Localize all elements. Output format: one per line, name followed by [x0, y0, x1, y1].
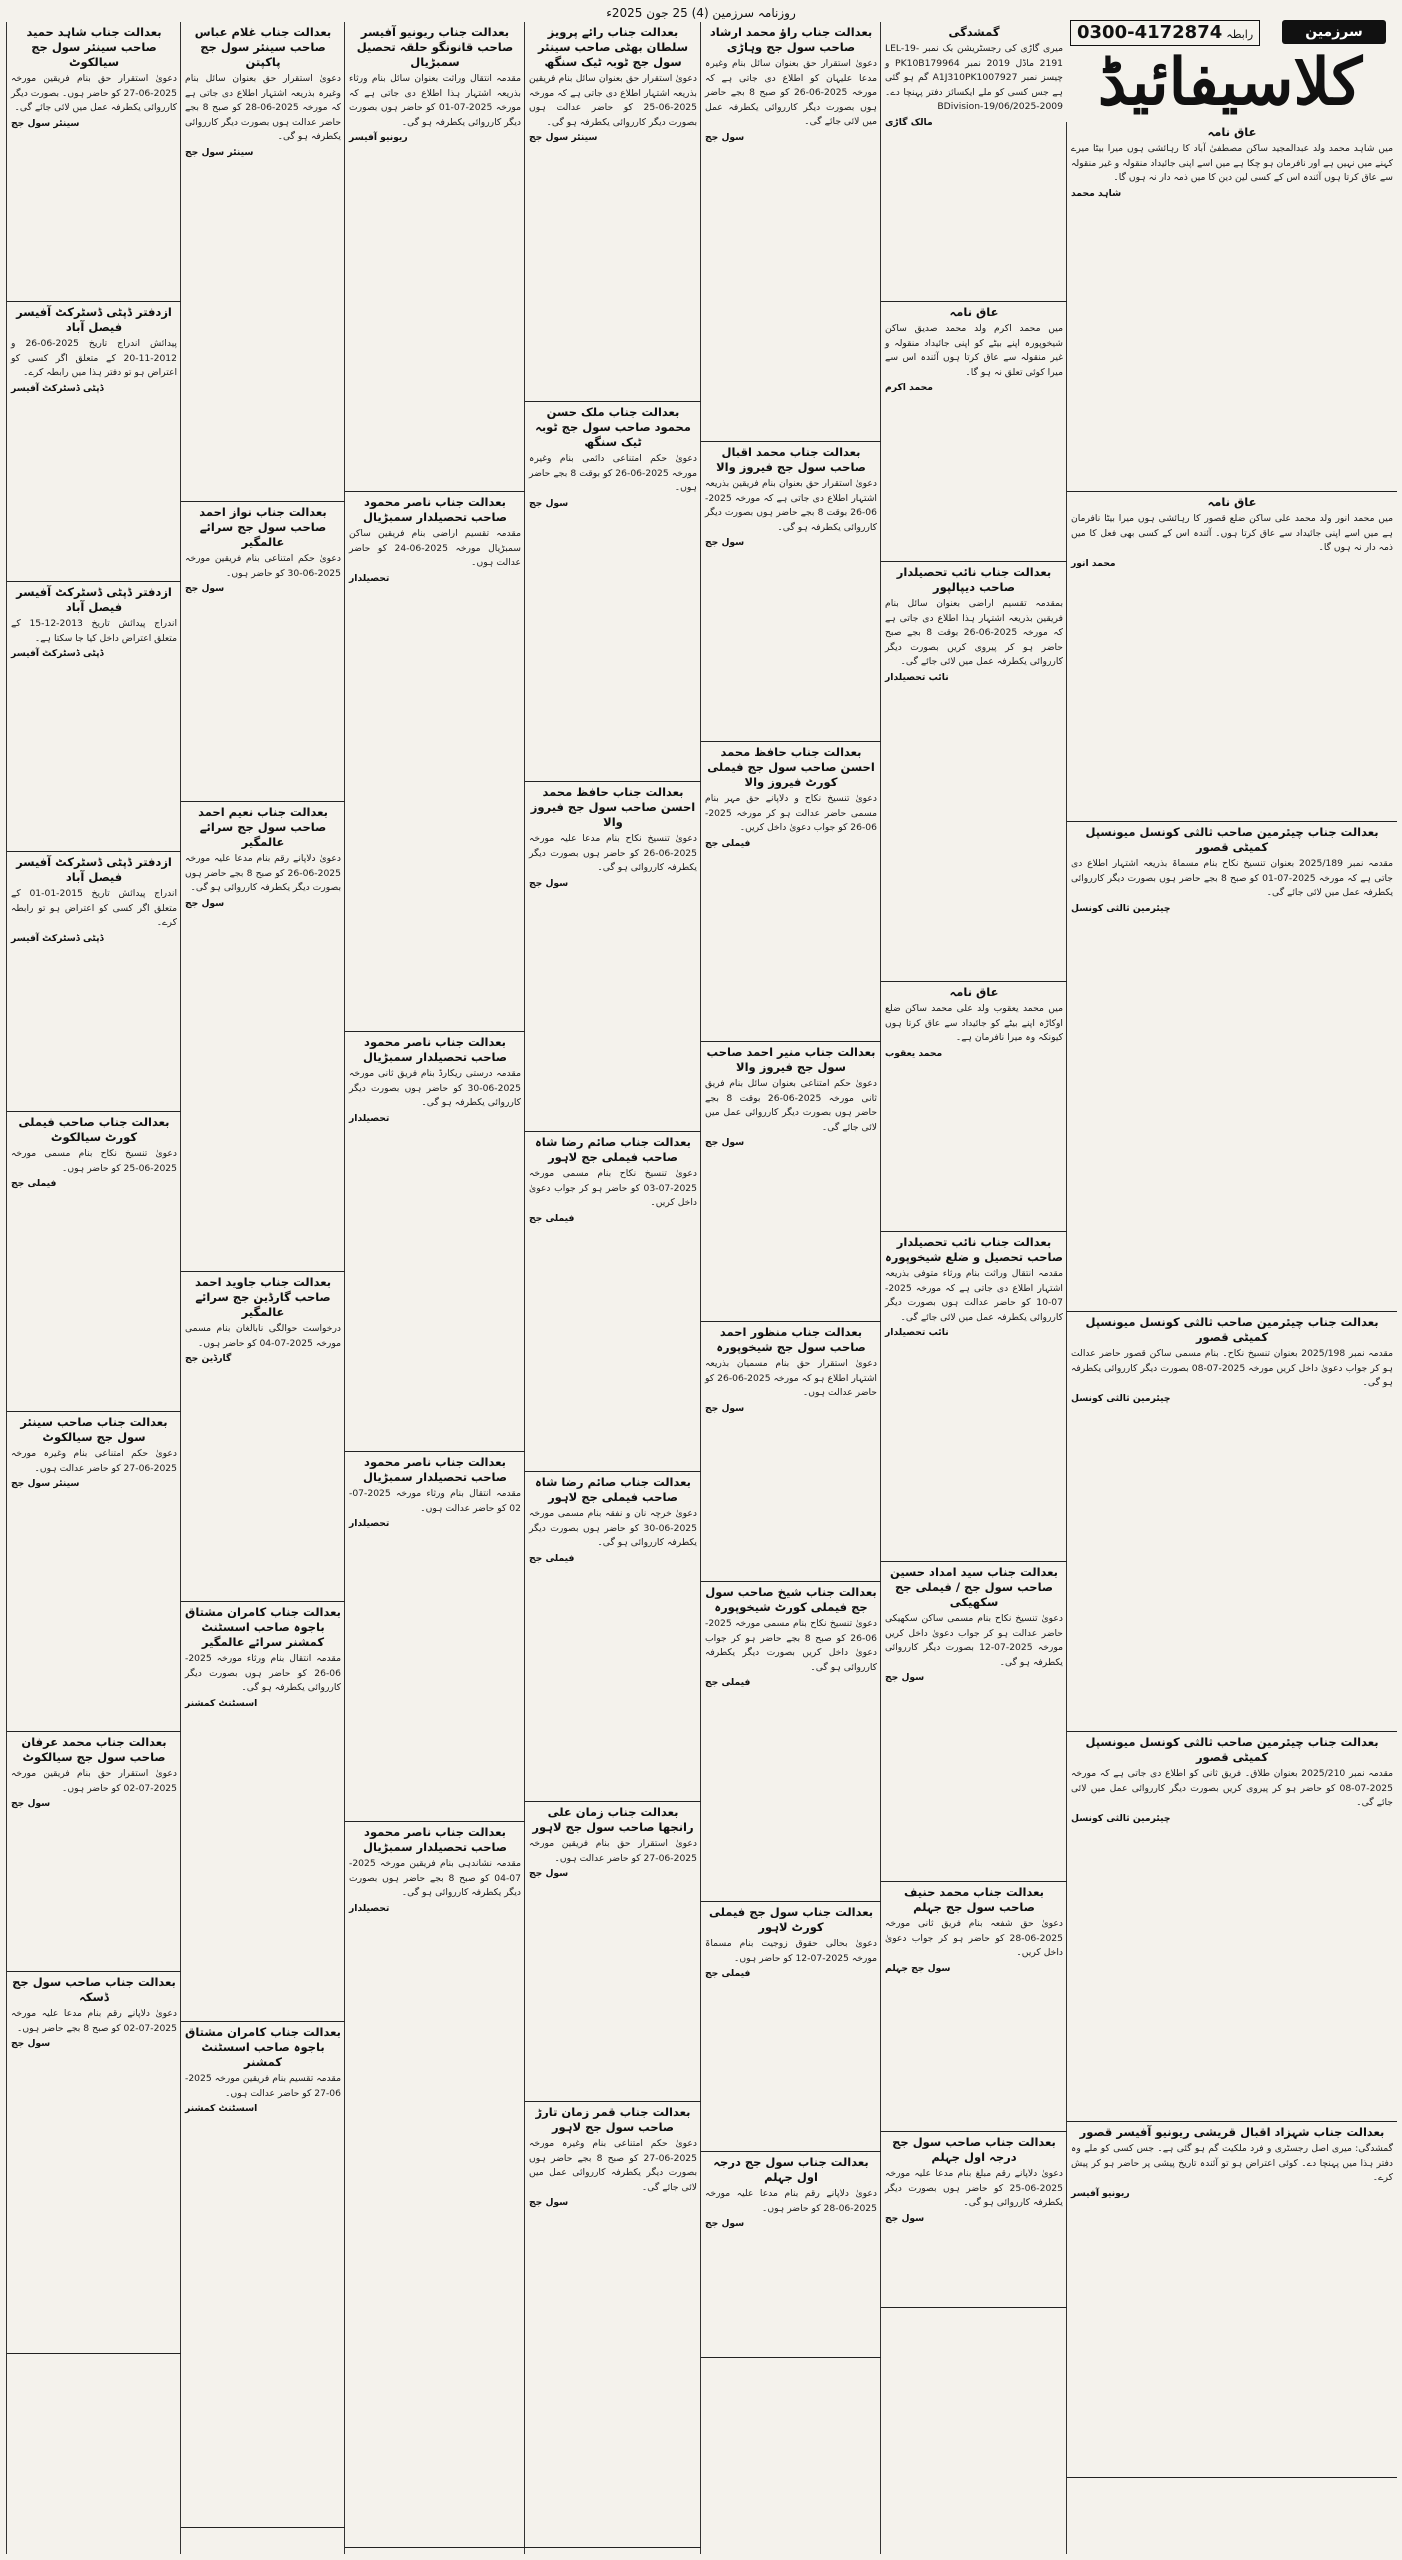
- ad-body: دعویٰ تنسیخ نکاح بنام مدعا علیہ مورخہ 2025-06-26 کو حاضر ہوں بصورت دیگر یکطرفہ کارروائی ہو گی۔: [529, 833, 697, 874]
- classified-ad: [181, 502, 345, 802]
- ad-body: دعویٰ تنسیخ نکاح و دلاپانے حق مہر بنام مسمی حاضر عدالت ہو کر مورخہ 2025-06-26 کو جواب دعویٰ داخل کریں۔: [705, 793, 877, 834]
- classified-ad: [525, 1472, 701, 1802]
- ad-body: درخواست حوالگی نابالغان بنام مسمی مورخہ 2025-07-04 کو حاضر ہوں۔: [185, 1323, 341, 1349]
- classified-ad: [881, 2132, 1067, 2308]
- ad-heading: ازدفتر ڈپٹی ڈسٹرکٹ آفیسر فیصل آباد: [16, 585, 172, 614]
- ad-signature: سول جج: [11, 2038, 51, 2050]
- classified-ad: [701, 1902, 881, 2152]
- ad-signature: تحصیلدار: [349, 1902, 390, 1914]
- ad-signature: ڈپٹی ڈسٹرکٹ آفیسر: [11, 382, 104, 394]
- ad-heading: بعدالت جناب ملک حسن محمود صاحب سول جج ٹوبہ ٹیک سنگھ: [535, 405, 691, 449]
- ad-signature: تحصیلدار: [349, 1518, 390, 1530]
- ad-body: دعویٰ استقرار حق بعنوان بنام فریقین بذریعہ اشتہار اطلاع دی جاتی ہے کہ مورخہ 2025-06-26 بوقت 8 بجے حاضر ہوں بصورت دیگر کارروائی یکطرفہ ہو گی۔: [705, 478, 877, 533]
- ad-signature: چیئرمین ثالثی کونسل: [1071, 1812, 1171, 1824]
- classified-column: [700, 22, 881, 2554]
- newspaper-logo: سرزمین: [1282, 20, 1386, 44]
- ad-signature: سول جج: [11, 1798, 51, 1810]
- ad-signature: فیملی جج: [705, 1677, 751, 1689]
- ad-heading: بعدالت جناب صاحب سول جج درجہ اول جہلم: [892, 2135, 1056, 2164]
- classified-ad: [345, 1822, 525, 2548]
- ad-body: میں شاہد محمد ولد عبدالمجید ساکن مصطفیٰ آباد کا رہائشی ہوں میرا بیٹا میرے کہنے میں نہیں ہے اور نافرمان ہو چکا ہے میں اسے اپنی جائیداد منقولہ و غیر منقولہ سے عاق کرتا ہوں آئندہ اس کے کسی لین دین کا میں ذمہ دار نہ ہوں گا۔: [1071, 143, 1393, 184]
- ad-heading: بعدالت جناب کامران مشتاق باجوہ صاحب اسسٹنٹ کمشنر سرائے عالمگیر: [185, 1605, 341, 1649]
- ad-heading: بعدالت جناب چیئرمین صاحب ثالثی کونسل میونسپل کمیٹی قصور: [1085, 825, 1379, 854]
- classified-ad: [7, 1412, 181, 1732]
- ad-heading: بعدالت جناب سید امداد حسین صاحب سول جج / فیملی جج سکھیکی: [890, 1565, 1058, 1609]
- classified-ad: [701, 442, 881, 742]
- classified-column: [880, 22, 1067, 2554]
- classified-ad: [525, 782, 701, 1132]
- ad-heading: بعدالت جناب نائب تحصیلدار صاحب دیپالپور: [896, 565, 1052, 594]
- ad-heading: ازدفتر ڈپٹی ڈسٹرکٹ آفیسر فیصل آباد: [16, 855, 172, 884]
- ad-body: دعویٰ حکم امتناعی بنام فریقین مورخہ 2025-06-30 کو حاضر ہوں۔: [185, 553, 341, 579]
- ad-signature: سول جج: [705, 1402, 745, 1414]
- ad-signature: فیملی جج: [705, 1968, 751, 1980]
- ad-body: دعویٰ حکم امتناعی بنام وغیرہ مورخہ 2025-06-27 کو صبح 8 بجے حاضر ہوں بصورت دیگر یکطرفہ کارروائی عمل میں لائی جائے گی۔: [529, 2138, 697, 2193]
- ad-signature: سول جج جہلم: [885, 1962, 951, 1974]
- ad-signature: تحصیلدار: [349, 572, 390, 584]
- issue-dateline: روزنامہ سرزمین (4) 25 جون 2025ء: [606, 6, 796, 20]
- ad-body: دعویٰ تنسیخ نکاح بنام مسمی مورخہ 2025-06-25 کو حاضر ہوں۔: [11, 1148, 177, 1174]
- classified-ad: [181, 2022, 345, 2528]
- ad-body: مقدمہ انتقال وراثت بنام ورثاء متوفی بذریعہ اشتہار اطلاع دی جاتی ہے کہ مورخہ 2025-07-10 کو حاضر عدالت ہوں بصورت دیگر کارروائی یکطرفہ عمل میں لائی جائے گی۔: [885, 1268, 1063, 1323]
- phone-number: 0300-4172874: [1077, 22, 1223, 43]
- classified-ad: [181, 802, 345, 1272]
- ad-heading: عاق نامہ: [1207, 125, 1257, 139]
- ad-signature: فیملی جج: [705, 837, 751, 849]
- classified-ad: [1067, 122, 1397, 492]
- ad-signature: ریونیو آفیسر: [1071, 2187, 1130, 2199]
- contact-phone: [1070, 20, 1260, 46]
- ad-heading: بعدالت جناب نائب تحصیلدار صاحب تحصیل و ضلع شیخوپورہ: [884, 1235, 1063, 1264]
- ad-body: دعویٰ حکم امتناعی بعنوان سائل بنام فریق ثانی مورخہ 2025-06-26 بوقت 8 بجے حاضر ہوں بصورت دیگر کارروائی عمل میں لائی جائے گی۔: [705, 1078, 877, 1133]
- ad-heading: عاق نامہ: [949, 985, 999, 999]
- ad-heading: بعدالت جناب ناصر محمود صاحب تحصیلدار سمبڑیال: [363, 1825, 507, 1854]
- ad-body: مقدمہ تقسیم بنام فریقین مورخہ 2025-06-27 کو حاضر عدالت ہوں۔: [185, 2073, 341, 2099]
- ad-signature: سول جج: [185, 897, 225, 909]
- ad-body: گمشدگی: میری اصل رجسٹری و فرد ملکیت گم ہو گئی ہے۔ جس کسی کو ملے وہ دفتر ہذا میں پہنچا دے۔ کوئی اعتراض ہو تو آئندہ تاریخ پیشی پر حاضر ہو کر پیش کرے۔: [1071, 2143, 1393, 2184]
- ad-signature: شاہد محمد: [1071, 187, 1122, 199]
- ad-signature: محمد انور: [1071, 557, 1116, 569]
- ad-heading: بعدالت جناب منیر احمد صاحب سول جج فیروز والا: [706, 1045, 876, 1074]
- classified-masthead: [1066, 20, 1396, 124]
- ad-body: میں محمد انور ولد محمد علی ساکن ضلع قصور کا رہائشی ہوں میرا بیٹا نافرمان ہے میں اسے اپنی جائیداد سے عاق کرتا ہوں۔ آئندہ اس کے کسی بھی فعل کا میں ذمہ دار نہ ہوں گا۔: [1071, 513, 1393, 554]
- ad-signature: سول جج: [705, 1137, 745, 1149]
- ad-heading: عاق نامہ: [949, 305, 999, 319]
- ad-signature: فیملی جج: [529, 1552, 575, 1564]
- ad-body: دعویٰ استقرار حق بنام مسمیان بذریعہ اشتہار اطلاع ہو کہ مورخہ 2025-06-26 کو حاضر عدالت ہوں۔: [705, 1358, 877, 1399]
- ad-heading: بعدالت جناب صائم رضا شاہ صاحب فیملی جج لاہور: [535, 1475, 691, 1504]
- ad-heading: گمشدگی: [948, 25, 1000, 39]
- ad-body: مقدمہ نمبر 2025/189 بعنوان تنسیخ نکاح بنام مسماۃ بذریعہ اشتہار اطلاع دی جاتی ہے کہ مورخہ 2025-07-01 کو صبح 8 بجے حاضر ہوں بصورت دیگر کارروائی یکطرفہ عمل میں لائی جائے گی۔: [1071, 858, 1393, 899]
- ad-body: دعویٰ حکم امتناعی بنام وغیرہ مورخہ 2025-06-27 کو حاضر عدالت ہوں۔: [11, 1448, 177, 1474]
- ad-signature: سول جج: [529, 1868, 569, 1880]
- classified-ad: [7, 1972, 181, 2354]
- ad-heading: بعدالت جناب صاحب سینئر سول جج سیالکوٹ: [20, 1415, 168, 1444]
- ad-heading: بعدالت جناب محمد حنیف صاحب سول جج جہلم: [904, 1885, 1044, 1914]
- ad-body: دعویٰ حق شفعہ بنام فریق ثانی مورخہ 2025-06-28 کو حاضر ہو کر جواب دعویٰ داخل کریں۔: [885, 1918, 1063, 1959]
- ad-signature: سول جج: [705, 2218, 745, 2230]
- ad-heading: بعدالت جناب قمر زمان تارڑ صاحب سول جج لاہور: [535, 2105, 691, 2134]
- ad-heading: بعدالت جناب حافظ محمد احسن صاحب سول جج فیملی کورٹ فیروز والا: [707, 745, 875, 789]
- classified-ad: [525, 1802, 701, 2102]
- ad-heading: بعدالت جناب نواز احمد صاحب سول جج سرائے عالمگیر: [199, 505, 327, 549]
- ad-body: دعویٰ استقرار حق بعنوان سائل بنام وغیرہ بذریعہ اشتہار اطلاع دی جاتی ہے کہ مورخہ 2025-06-28 کو صبح 8 بجے حاضر عدالت ہوں بصورت دیگر کارروائی یکطرفہ ہو گی۔: [185, 73, 342, 143]
- ad-heading: بعدالت جناب منظور احمد صاحب سول جج شیخوپورہ: [716, 1325, 866, 1354]
- classified-column: [180, 22, 345, 2554]
- ad-body: پیدائش اندراج تاریخ 2025-06-26 و 2012-11-20 کے متعلق اگر کسی کو اعتراض ہو تو دفتر ہذا میں رابطہ کرے۔: [11, 338, 177, 379]
- ad-signature: فیملی جج: [529, 1212, 575, 1224]
- classified-ad: [7, 1732, 181, 1972]
- ad-heading: بعدالت جناب رائے پرویز سلطان بھٹی صاحب سینئر سول جج ٹوبہ ٹیک سنگھ: [537, 25, 689, 69]
- ad-body: مقدمہ درستی ریکارڈ بنام فریق ثانی مورخہ 2025-06-30 کو حاضر ہوں بصورت دیگر کارروائی یکطرفہ ہو گی۔: [349, 1068, 521, 1109]
- phone-label: رابطہ: [1226, 28, 1254, 41]
- ad-heading: بعدالت جناب چیئرمین صاحب ثالثی کونسل میونسپل کمیٹی قصور: [1085, 1315, 1379, 1344]
- classified-column: [344, 22, 525, 2554]
- ad-body: مقدمہ انتقال وراثت بعنوان سائل بنام ورثاء بذریعہ اشتہار ہذا اطلاع دی جاتی ہے کہ مورخہ 2025-07-01 کو حاضر ہوں بصورت دیگر کارروائی یکطرفہ ہو گی۔: [349, 73, 521, 128]
- classified-ad: [881, 1232, 1067, 1562]
- classified-ad: [525, 402, 701, 782]
- ad-heading: بعدالت جناب چیئرمین صاحب ثالثی کونسل میونسپل کمیٹی قصور: [1085, 1735, 1379, 1764]
- classified-ad: [1067, 492, 1397, 822]
- classified-ad: [881, 1562, 1067, 1882]
- classified-ad: [1067, 1732, 1397, 2122]
- ad-signature: ڈپٹی ڈسٹرکٹ آفیسر: [11, 648, 104, 660]
- ad-body: دعویٰ دلاپانے رقم بنام مدعا علیہ مورخہ 2025-07-02 کو صبح 8 بجے حاضر ہوں۔: [11, 2008, 177, 2034]
- classified-ad: [345, 1032, 525, 1452]
- ad-signature: چیئرمین ثالثی کونسل: [1071, 1392, 1171, 1404]
- classified-ad: [345, 492, 525, 1032]
- classified-ad: [7, 582, 181, 852]
- ad-heading: بعدالت جناب ناصر محمود صاحب تحصیلدار سمبڑیال: [363, 1455, 507, 1484]
- classified-ad: [7, 852, 181, 1112]
- classified-ad: [345, 1452, 525, 1822]
- classified-ad: [881, 982, 1067, 1232]
- ad-signature: محمد اکرم: [885, 382, 933, 394]
- ad-signature: سول جج: [529, 497, 569, 509]
- classified-ad: [701, 22, 881, 442]
- ad-heading: بعدالت جناب کامران مشتاق باجوہ صاحب اسسٹنٹ کمشنر: [185, 2025, 341, 2069]
- ad-signature: مالک گاڑی: [885, 116, 933, 128]
- ad-body: میں محمد اکرم ولد محمد صدیق ساکن شیخوپورہ اپنے بیٹے کو اپنی جائیداد منقولہ و غیر منقولہ سے عاق کرتا ہوں آئندہ اس سے میرا کوئی تعلق نہ ہو گا۔: [885, 323, 1063, 378]
- ad-body: دعویٰ استقرار حق بنام فریقین مورخہ 2025-07-02 کو حاضر ہوں۔: [11, 1768, 177, 1794]
- ad-signature: فیملی جج: [11, 1178, 57, 1190]
- classified-ad: [7, 302, 181, 582]
- classified-ad: [345, 22, 525, 492]
- classified-ad: [701, 2152, 881, 2358]
- classified-ad: [881, 22, 1067, 302]
- ad-body: دعویٰ دلاپانے رقم مبلغ بنام مدعا علیہ مورخہ 2025-06-25 کو حاضر ہوں بصورت دیگر یکطرفہ کارروائی ہو گی۔: [885, 2168, 1063, 2209]
- ad-heading: بعدالت جناب صاحب سول جج ڈسکہ: [12, 1975, 176, 2004]
- ad-body: دعویٰ استقرار حق بنام فریقین مورخہ 2025-06-27 کو حاضر عدالت ہوں۔: [529, 1838, 697, 1864]
- ad-heading: بعدالت جناب غلام عباس صاحب سینئر سول جج پاکپتن: [194, 25, 332, 69]
- ad-body: دعویٰ تنسیخ نکاح بنام مسمی مورخہ 2025-07-03 کو حاضر ہو کر جواب دعویٰ داخل کریں۔: [529, 1168, 697, 1209]
- ad-signature: سول جج: [705, 131, 745, 143]
- ad-body: دعویٰ بحالی حقوق زوجیت بنام مسماۃ مورخہ 2025-07-12 کو حاضر ہوں۔: [705, 1938, 877, 1964]
- ad-body: دعویٰ خرچہ نان و نفقہ بنام مسمی مورخہ 2025-06-30 کو حاضر ہوں بصورت دیگر یکطرفہ کارروائی ہو گی۔: [529, 1508, 697, 1549]
- ad-heading: بعدالت جناب سول جج درجہ اول جہلم: [713, 2155, 869, 2184]
- ad-signature: تحصیلدار: [349, 1112, 390, 1124]
- ad-heading: بعدالت جناب جاوید احمد صاحب گارڈین جج سرائے عالمگیر: [194, 1275, 332, 1319]
- ad-signature: نائب تحصیلدار: [885, 1327, 949, 1339]
- classified-ad: [181, 1602, 345, 2022]
- ad-signature: نائب تحصیلدار: [885, 671, 949, 683]
- ad-signature: ڈپٹی ڈسٹرکٹ آفیسر: [11, 932, 104, 944]
- ad-signature: ریونیو آفیسر: [349, 132, 408, 144]
- classified-ad: [881, 562, 1067, 982]
- ad-signature: سول جج: [705, 537, 745, 549]
- ad-heading: بعدالت جناب شیخ صاحب سول جج فیملی کورٹ شیخوپورہ: [705, 1585, 877, 1614]
- classified-column: [6, 22, 181, 2554]
- classified-ad: [881, 302, 1067, 562]
- ad-body: میری گاڑی کی رجسٹریشن بک نمبر LEL-19-2191 ماڈل 2019 نمبر PK10B179964 و چیسز نمبر A1J310PK1007927 گم ہو گئی ہے جس کسی کو ملے ایکسائز دفتر پہنچا دے۔ BDivision-19/06/2025-2009: [885, 43, 1064, 113]
- ad-heading: بعدالت جناب راؤ محمد ارشاد صاحب سول جج وہاڑی: [709, 25, 873, 54]
- ad-body: اندراج پیدائش تاریخ 2013-12-15 کے متعلق اعتراض داخل کیا جا سکتا ہے۔: [11, 618, 177, 644]
- ad-signature: سول جج: [185, 583, 225, 595]
- ad-signature: سول جج: [529, 877, 569, 889]
- classified-ad: [525, 1132, 701, 1472]
- classified-ad: [525, 22, 701, 402]
- ad-body: مقدمہ نمبر 2025/198 بعنوان تنسیخ نکاح۔ بنام مسمی ساکن قصور حاضر عدالت ہو کر جواب دعویٰ داخل کریں مورخہ 2025-07-08 بصورت دیگر کارروائی یکطرفہ ہو گی۔: [1071, 1348, 1393, 1389]
- ad-body: دعویٰ حکم امتناعی دائمی بنام وغیرہ مورخہ 2025-06-26 کو بوقت 8 بجے حاضر ہوں۔: [529, 453, 697, 494]
- classified-ad: [701, 1322, 881, 1582]
- ad-body: اندراج پیدائش تاریخ 2015-01-01 کے متعلق اگر کسی کو اعتراض ہو تو رابطہ کرے۔: [11, 888, 177, 929]
- ad-heading: بعدالت جناب نعیم احمد صاحب سول جج سرائے عالمگیر: [198, 805, 328, 849]
- ad-heading: بعدالت جناب صاحب فیملی کورٹ سیالکوٹ: [18, 1115, 170, 1144]
- classified-ad: [525, 2102, 701, 2548]
- ad-body: میں محمد یعقوب ولد علی محمد ساکن ضلع اوکاڑہ اپنے بیٹے کو جائیداد سے عاق کرتا ہوں کیونکہ وہ میرا نافرمان ہے۔: [885, 1003, 1063, 1044]
- ad-body: دعویٰ استقرار حق بعنوان سائل بنام فریقین بذریعہ اشتہار اطلاع دی جاتی ہے کہ مورخہ 2025-06-25 کو حاضر عدالت ہوں بصورت دیگر کارروائی یکطرفہ ہو گی۔: [529, 73, 697, 128]
- ad-body: دعویٰ دلاپانے رقم بنام مدعا علیہ مورخہ 2025-06-28 کو حاضر ہوں۔: [705, 2188, 877, 2214]
- ad-signature: سینئر سول جج: [185, 146, 254, 158]
- ad-signature: سول جج: [885, 2212, 925, 2224]
- classified-ad: [1067, 2122, 1397, 2478]
- ad-signature: اسسٹنٹ کمشنر: [185, 1697, 258, 1709]
- ad-body: مقدمہ انتقال بنام ورثاء مورخہ 2025-06-26 کو حاضر ہوں بصورت دیگر کارروائی یکطرفہ ہو گی۔: [185, 1653, 341, 1694]
- ad-body: دعویٰ تنسیخ نکاح بنام مسمی مورخہ 2025-06-26 کو صبح 8 بجے حاضر ہو کر جواب دعویٰ داخل کریں بصورت دیگر یکطرفہ کارروائی ہو گی۔: [705, 1618, 877, 1673]
- classified-ad: [181, 22, 345, 502]
- ad-signature: سینئر سول جج: [11, 1478, 80, 1490]
- classified-ad: [701, 742, 881, 1042]
- classified-ad: [1067, 822, 1397, 1312]
- classified-ad: [701, 1582, 881, 1902]
- ad-body: مقدمہ انتقال بنام ورثاء مورخہ 2025-07-02 کو حاضر عدالت ہوں۔: [349, 1488, 521, 1514]
- ad-heading: ازدفتر ڈپٹی ڈسٹرکٹ آفیسر فیصل آباد: [16, 305, 172, 334]
- ad-signature: اسسٹنٹ کمشنر: [185, 2103, 258, 2115]
- ad-body: مقدمہ نشاندہی بنام فریقین مورخہ 2025-07-04 کو صبح 8 بجے حاضر ہوں بصورت دیگر یکطرفہ کارروائی ہو گی۔: [349, 1858, 521, 1899]
- ad-body: دعویٰ استقرار حق بنام فریقین مورخہ 2025-06-27 کو حاضر ہوں۔ بصورت دیگر کارروائی یکطرفہ عمل میں لائی جائے گی۔: [11, 73, 177, 114]
- ad-heading: بعدالت جناب محمد اقبال صاحب سول جج فیروز والا: [716, 445, 866, 474]
- ad-heading: بعدالت جناب ریونیو آفیسر صاحب قانونگو حلقہ تحصیل سمبڑیال: [356, 25, 514, 69]
- ad-heading: بعدالت جناب سول جج فیملی کورٹ لاہور: [708, 1905, 874, 1934]
- classified-column: [524, 22, 701, 2554]
- classified-ad: [181, 1272, 345, 1602]
- ad-signature: سول جج: [885, 1672, 925, 1684]
- classified-ad: [7, 1112, 181, 1412]
- ad-body: مقدمہ تقسیم اراضی بنام فریقین ساکن سمبڑیال مورخہ 2025-06-24 کو حاضر عدالت ہوں۔: [349, 528, 521, 569]
- ad-signature: محمد یعقوب: [885, 1047, 943, 1059]
- ad-body: بمقدمہ تقسیم اراضی بعنوان سائل بنام فریقین بذریعہ اشتہار ہذا اطلاع دی جاتی ہے کہ مورخہ 2025-06-26 بوقت 8 بجے صبح حاضر ہو کر پیروی کریں بصورت دیگر کارروائی یکطرفہ عمل میں لائی جائے گی۔: [885, 598, 1063, 668]
- ad-heading: عاق نامہ: [1207, 495, 1257, 509]
- ad-signature: سینئر سول جج: [11, 117, 80, 129]
- ad-body: دعویٰ استقرار حق بعنوان سائل بنام وغیرہ مدعا علیہان کو اطلاع دی جاتی ہے کہ مورخہ 2025-06-26 کو صبح 8 بجے حاضر ہوں بصورت دیگر کارروائی یکطرفہ عمل میں لائی جائے گی۔: [705, 58, 878, 128]
- classified-column: [1066, 122, 1397, 2554]
- ad-body: دعویٰ تنسیخ نکاح بنام مسمی ساکن سکھیکی حاضر عدالت ہو کر جواب دعویٰ داخل کریں مورخہ 2025-07-12 بصورت دیگر کارروائی یکطرفہ ہو گی۔: [885, 1613, 1063, 1668]
- ad-heading: بعدالت جناب صائم رضا شاہ صاحب فیملی جج لاہور: [535, 1135, 691, 1164]
- ad-heading: بعدالت جناب شہزاد اقبال قریشی ریونیو آفیسر قصور: [1079, 2125, 1385, 2139]
- classified-ad: [1067, 1312, 1397, 1732]
- classified-ad: [7, 22, 181, 302]
- ad-signature: گارڈین جج: [185, 1353, 232, 1365]
- ad-heading: بعدالت جناب حافظ محمد احسن صاحب سول جج فیروز والا: [530, 785, 696, 829]
- ad-body: دعویٰ دلاپانے رقم بنام مدعا علیہ مورخہ 2025-06-26 کو صبح 8 بجے حاضر ہوں بصورت دیگر یکطرفہ کارروائی ہو گی۔: [185, 853, 341, 894]
- ad-heading: بعدالت جناب محمد عرفان صاحب سول جج سیالکوٹ: [21, 1735, 167, 1764]
- ad-heading: بعدالت جناب زمان علی رانجھا صاحب سول جج لاہور: [532, 1805, 694, 1834]
- ad-heading: بعدالت جناب ناصر محمود صاحب تحصیلدار سمبڑیال: [363, 1035, 507, 1064]
- ad-signature: چیئرمین ثالثی کونسل: [1071, 902, 1171, 914]
- classified-ad: [881, 1882, 1067, 2132]
- section-title: کلاسیفائیڈ: [1097, 45, 1363, 120]
- ad-heading: بعدالت جناب شاہد حمید صاحب سینئر سول جج سیالکوٹ: [26, 25, 162, 69]
- classified-ad: [701, 1042, 881, 1322]
- ad-body: مقدمہ نمبر 2025/210 بعنوان طلاق۔ فریق ثانی کو اطلاع دی جاتی ہے کہ مورخہ 2025-07-08 کو حاضر ہو کر پیروی کریں بصورت دیگر کارروائی عمل میں لائی جائے گی۔: [1071, 1768, 1394, 1809]
- ad-signature: سینئر سول جج: [529, 132, 598, 144]
- ad-signature: سول جج: [529, 2197, 569, 2209]
- ad-heading: بعدالت جناب ناصر محمود صاحب تحصیلدار سمبڑیال: [363, 495, 507, 524]
